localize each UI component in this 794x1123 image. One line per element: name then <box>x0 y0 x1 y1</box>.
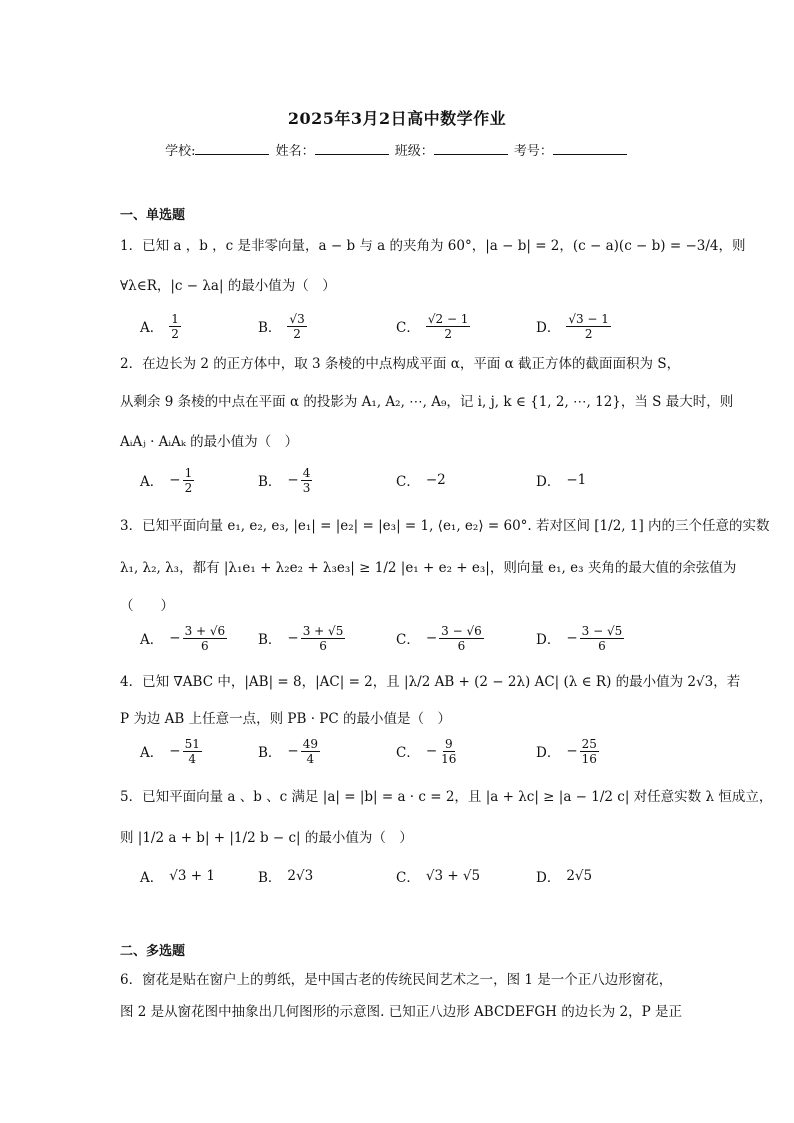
q4-option-a[interactable]: A． − $\frac{51}{4}$ <box>140 736 200 766</box>
fraction: $\frac{√3}{2}$ <box>289 311 305 341</box>
class-blank[interactable] <box>434 142 508 155</box>
q2-line-1: 2．在边长为 2 的正方体中，取 3 条棱的中点构成平面 α，平面 α 截正方体的截面面积为 S， <box>120 356 681 372</box>
q4-option-d[interactable]: D． − $\frac{25}{16}$ <box>536 736 597 766</box>
q4-options <box>140 733 700 769</box>
q5-option-a[interactable]: A． √3 + 1 <box>140 868 215 886</box>
q5-line-1: 5．已知平面向量 a 、b 、c 满足 |a| = |b| = a · c = 2，且 |a + λc| ≥ |a − 1/2 c| 对任意实数 λ 恒成立， <box>120 789 773 805</box>
fraction: $\frac{51}{4}$ <box>184 736 200 766</box>
q2-option-b[interactable]: B． − $\frac{4}{3}$ <box>258 465 311 495</box>
fraction: $\frac{25}{16}$ <box>581 736 597 766</box>
q3-line-1: 3．已知平面向量 e₁, e₂, e₃, |e₁| = |e₂| = |e₃| = 1, ⟨e₁, e₂⟩ = 60°. 若对区间 [1/2, 1] 内的三个任意的实数 <box>120 518 770 534</box>
fraction: $\frac{4}{3}$ <box>302 465 311 495</box>
fraction: $\frac{3 - √6}{6}$ <box>441 623 482 653</box>
fraction: $\frac{3 - √5}{6}$ <box>581 623 623 653</box>
page-title: 2025年3月2日高中数学作业 <box>287 109 507 128</box>
school-label: 学校: <box>165 144 196 159</box>
q3-option-a[interactable]: A． − $\frac{3 + √6}{6}$ <box>140 623 226 653</box>
fraction: $\frac{√2 - 1}{2}$ <box>427 311 469 341</box>
fraction: $\frac{√3 - 1}{2}$ <box>568 311 609 341</box>
q4-line-2: P 为边 AB 上任意一点，则 PB · PC 的最小值是（ ） <box>120 711 451 727</box>
q1-line-2: ∀λ∈R，|c − λa| 的最小值为（ ） <box>120 278 336 294</box>
q6-line-1: 6．窗花是贴在窗户上的剪纸，是中国古老的传统民间艺术之一，图 1 是一个正八边形窗花， <box>120 972 673 988</box>
q6-line-2: 图 2 是从窗花图中抽象出几何图形的示意图. 已知正八边形 ABCDEFGH 的边长为 2，P 是正 <box>120 1004 682 1020</box>
q2-options <box>140 462 700 498</box>
q2-line-2: 从剩余 9 条棱的中点在平面 α 的投影为 A₁, A₂, ⋯, A₉，记 i, j, k ∈ {1, 2, ⋯, 12}，当 S 最大时，则 <box>120 394 734 410</box>
student-info-line <box>0 140 794 159</box>
q5-option-c[interactable]: C． √3 + √5 <box>396 868 481 886</box>
class-label: 班级： <box>394 144 434 159</box>
school-blank[interactable] <box>195 142 269 155</box>
q3-option-c[interactable]: C． − $\frac{3 - √6}{6}$ <box>396 623 482 653</box>
fraction: $\frac{1}{2}$ <box>171 311 179 341</box>
q4-option-b[interactable]: B． − $\frac{49}{4}$ <box>258 736 319 766</box>
q3-options <box>140 620 700 656</box>
section-heading-multi: 二、多选题 <box>120 944 186 959</box>
exam-number-blank[interactable] <box>553 142 627 155</box>
exam-number-label: 考号： <box>513 144 553 159</box>
q3-line-3: （ ） <box>120 598 174 614</box>
q5-line-2: 则 |1/2 a + b| + |1/2 b − c| 的最小值为（ ） <box>120 830 413 846</box>
fraction: $\frac{3 + √6}{6}$ <box>184 623 226 653</box>
q1-options <box>140 308 700 344</box>
fraction: $\frac{3 + √5}{6}$ <box>302 623 344 653</box>
q1-option-b[interactable]: B． $\frac{√3}{2}$ <box>258 311 305 341</box>
q2-option-c[interactable]: C． −2 <box>396 472 446 490</box>
q5-options <box>140 858 700 894</box>
q4-option-c[interactable]: C． − $\frac{9}{16}$ <box>396 736 457 766</box>
fraction: $\frac{1}{2}$ <box>184 465 193 495</box>
q1-option-d[interactable]: D． $\frac{√3 - 1}{2}$ <box>536 311 609 341</box>
q3-option-d[interactable]: D． − $\frac{3 - √5}{6}$ <box>536 623 623 653</box>
q3-line-2: λ₁, λ₂, λ₃，都有 |λ₁e₁ + λ₂e₂ + λ₃e₃| ≥ 1/2 |e₁ + e₂ + e₃|，则向量 e₁, e₃ 夹角的最大值的余弦值为 <box>120 560 737 576</box>
q2-line-3: AᵢAⱼ · AᵢAₖ 的最小值为（ ） <box>120 434 299 450</box>
fraction: $\frac{9}{16}$ <box>441 736 457 766</box>
q3-option-b[interactable]: B． − $\frac{3 + √5}{6}$ <box>258 623 344 653</box>
q2-option-d[interactable]: D． −1 <box>536 472 587 490</box>
q1-option-c[interactable]: C． $\frac{√2 - 1}{2}$ <box>396 311 469 341</box>
name-label: 姓名： <box>275 144 315 159</box>
q1-line-1: 1．已知 a ，b ，c 是非零向量，a − b 与 a 的夹角为 60°，|a − b| = 2，(c − a)(c − b) = −3/4，则 <box>120 238 746 254</box>
q5-option-b[interactable]: B． 2√3 <box>258 868 314 886</box>
name-blank[interactable] <box>315 142 389 155</box>
section-heading-single: 一、单选题 <box>120 208 186 223</box>
q4-line-1: 4．已知 ∇ABC 中，|AB| = 8，|AC| = 2，且 |λ/2 AB + (2 − 2λ) AC| (λ ∈ R) 的最小值为 2√3，若 <box>120 674 741 690</box>
fraction: $\frac{49}{4}$ <box>302 736 319 766</box>
q2-option-a[interactable]: A． − $\frac{1}{2}$ <box>140 465 193 495</box>
q5-option-d[interactable]: D． 2√5 <box>536 868 593 886</box>
q1-option-a[interactable]: A． $\frac{1}{2}$ <box>140 311 179 341</box>
